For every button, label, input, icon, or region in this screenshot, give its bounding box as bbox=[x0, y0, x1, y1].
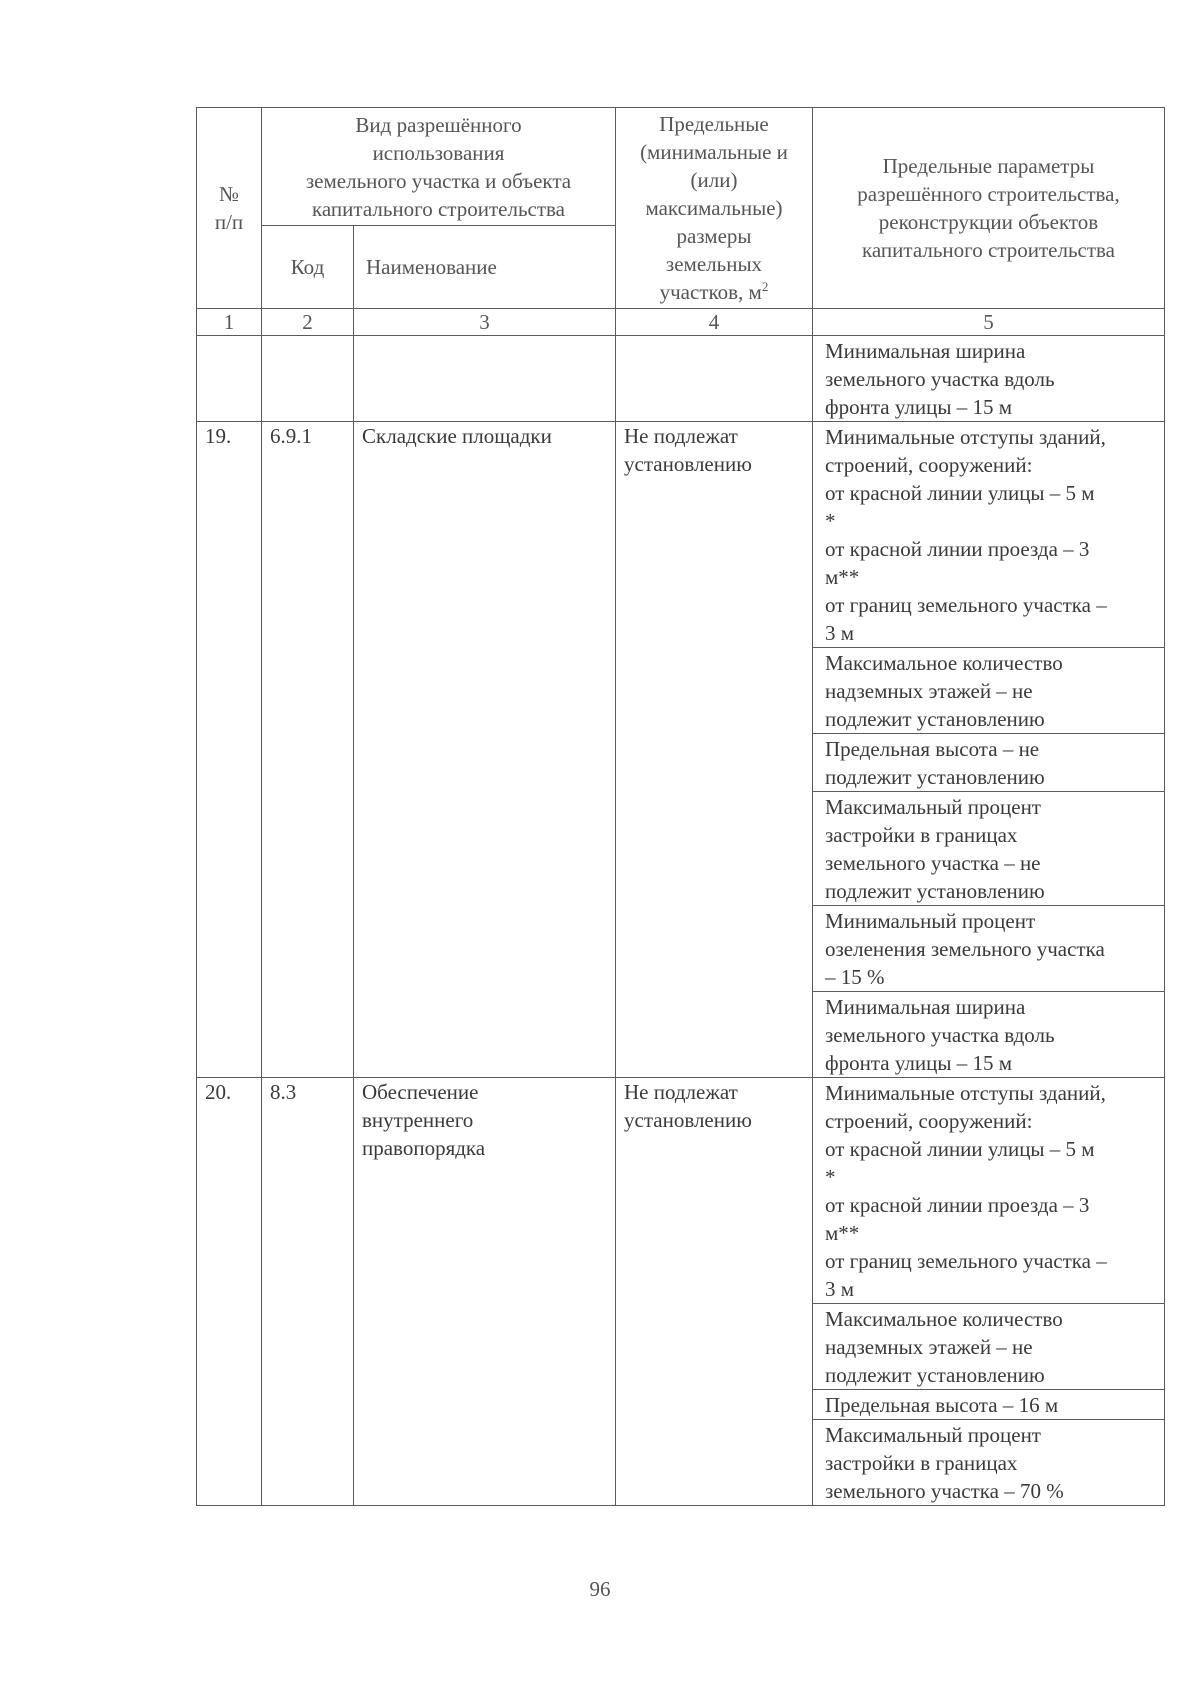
row-parameter-line: надземных этажей – не bbox=[825, 1335, 1033, 1359]
column-number: 3 bbox=[354, 309, 616, 336]
row-parameter bbox=[813, 648, 1165, 734]
row-plot-size bbox=[616, 422, 813, 1078]
row-parameter-line: от границ земельного участка – bbox=[825, 593, 1107, 617]
row-parameter-line: подлежит установлению bbox=[825, 879, 1045, 903]
header-code: Код bbox=[262, 226, 354, 309]
row-parameter-line: фронта улицы – 15 м bbox=[825, 1051, 1013, 1075]
header-name: Наименование bbox=[354, 226, 616, 309]
row-parameter bbox=[813, 1304, 1165, 1390]
table-row bbox=[197, 1078, 1165, 1304]
row-name bbox=[354, 336, 616, 422]
row-parameter-line: земельного участка вдоль bbox=[825, 367, 1055, 391]
row-number: 20. bbox=[197, 1078, 262, 1506]
header-construction-parameters-line: реконструкции объектов bbox=[878, 210, 1099, 234]
row-parameter bbox=[813, 734, 1165, 792]
row-parameter-line: * bbox=[825, 509, 836, 533]
row-parameter-line: Предельная высота – не bbox=[825, 737, 1040, 761]
row-parameter-line: – 15 % bbox=[825, 965, 885, 989]
row-parameter-line: земельного участка – 70 % bbox=[825, 1479, 1064, 1503]
header-construction-parameters-line: капитального строительства bbox=[862, 238, 1115, 262]
header-construction-parameters bbox=[813, 108, 1165, 309]
row-code bbox=[262, 336, 354, 422]
column-number: 5 bbox=[813, 309, 1165, 336]
row-parameter-line: от красной линии улицы – 5 м bbox=[825, 481, 1095, 505]
row-parameter-line: надземных этажей – не bbox=[825, 679, 1033, 703]
row-parameter-line: озеленения земельного участка bbox=[825, 937, 1105, 961]
header-plot-sizes-line: размеры bbox=[676, 224, 752, 248]
header-row-top bbox=[197, 108, 1165, 226]
row-parameter-line: 3 м bbox=[825, 1277, 855, 1301]
row-plot-size bbox=[616, 1078, 813, 1506]
row-parameter bbox=[813, 906, 1165, 992]
header-plot-sizes-line: (или) bbox=[690, 168, 738, 192]
row-parameter-line: фронта улицы – 15 м bbox=[825, 395, 1013, 419]
row-name-line: правопорядка bbox=[362, 1136, 486, 1160]
row-parameter bbox=[813, 1078, 1165, 1304]
header-number-line: № bbox=[218, 182, 240, 206]
column-number: 1 bbox=[197, 309, 262, 336]
row-parameter-line: Минимальная ширина bbox=[825, 339, 1026, 363]
table-row bbox=[197, 336, 1165, 422]
header-plot-sizes bbox=[616, 108, 813, 309]
row-number bbox=[197, 336, 262, 422]
zoning-regulations-table bbox=[196, 107, 1165, 1506]
row-parameter-line: * bbox=[825, 1165, 836, 1189]
row-plot-size-line: Не подлежат bbox=[624, 1080, 738, 1104]
header-plot-sizes-line: (минимальные и bbox=[640, 140, 788, 164]
row-name bbox=[354, 1078, 616, 1506]
row-name-line: внутреннего bbox=[362, 1108, 474, 1132]
row-parameter-line: застройки в границах bbox=[825, 1451, 1018, 1475]
row-parameter-line: Минимальная ширина bbox=[825, 995, 1026, 1019]
header-permitted-use bbox=[262, 108, 616, 226]
row-parameter-line: подлежит установлению bbox=[825, 707, 1045, 731]
header-plot-sizes-line: земельных bbox=[665, 252, 763, 276]
row-parameter bbox=[813, 1420, 1165, 1506]
row-parameter-line: Минимальный процент bbox=[825, 909, 1036, 933]
row-parameter bbox=[813, 992, 1165, 1078]
row-parameter-line: Предельная высота – 16 м bbox=[825, 1393, 1059, 1417]
header-permitted-use-line: земельного участка и объекта bbox=[305, 168, 572, 193]
row-parameter-line: земельного участка – не bbox=[825, 851, 1041, 875]
header-plot-sizes-line: максимальные) bbox=[645, 196, 783, 220]
header-plot-sizes-line: Предельные bbox=[659, 112, 769, 136]
header-number-line: п/п bbox=[214, 210, 244, 234]
header-permitted-use-line: капитального строительства bbox=[312, 196, 565, 221]
row-parameter-line: Максимальный процент bbox=[825, 1423, 1041, 1447]
row-number: 19. bbox=[197, 422, 262, 1078]
header-permitted-use-line: Вид разрешённого bbox=[355, 112, 522, 137]
column-number-row bbox=[197, 309, 1165, 336]
row-parameter bbox=[813, 336, 1165, 422]
header-construction-parameters-line: разрешённого строительства, bbox=[857, 182, 1120, 206]
row-parameter-line: от границ земельного участка – bbox=[825, 1249, 1107, 1273]
row-parameter-line: подлежит установлению bbox=[825, 765, 1045, 789]
row-parameter-line: подлежит установлению bbox=[825, 1363, 1045, 1387]
row-code: 8.3 bbox=[262, 1078, 354, 1506]
row-parameter-line: застройки в границах bbox=[825, 823, 1018, 847]
row-parameter-line: Максимальное количество bbox=[825, 651, 1063, 675]
row-parameter-line: от красной линии проезда – 3 bbox=[825, 1193, 1090, 1217]
row-parameter bbox=[813, 1390, 1165, 1420]
row-plot-size-line: Не подлежат bbox=[624, 424, 738, 448]
table-row bbox=[197, 422, 1165, 648]
header-permitted-use-line: использования bbox=[372, 140, 505, 165]
row-parameter-line: Максимальный процент bbox=[825, 795, 1041, 819]
row-plot-size-line: установлению bbox=[624, 452, 752, 476]
row-plot-size-line: установлению bbox=[624, 1108, 752, 1132]
row-parameter bbox=[813, 422, 1165, 648]
header-plot-sizes-line bbox=[620, 278, 808, 306]
row-parameter-line: от красной линии проезда – 3 bbox=[825, 537, 1090, 561]
page-number: 96 bbox=[589, 1577, 611, 1601]
column-number: 4 bbox=[616, 309, 813, 336]
row-parameter-line: Минимальные отступы зданий, bbox=[825, 425, 1106, 449]
row-parameter bbox=[813, 792, 1165, 906]
row-parameter-line: Минимальные отступы зданий, bbox=[825, 1081, 1106, 1105]
row-parameter-line: м** bbox=[825, 1221, 860, 1245]
row-parameter-line: от красной линии улицы – 5 м bbox=[825, 1137, 1095, 1161]
header-plot-sizes-unit: участков, м bbox=[659, 280, 762, 304]
row-name-line: Обеспечение bbox=[362, 1080, 479, 1104]
header-construction-parameters-line: Предельные параметры bbox=[882, 154, 1095, 178]
column-number: 2 bbox=[262, 309, 354, 336]
row-plot-size bbox=[616, 336, 813, 422]
row-parameter-line: земельного участка вдоль bbox=[825, 1023, 1055, 1047]
row-parameter-line: строений, сооружений: bbox=[825, 1109, 1033, 1133]
header-number bbox=[197, 108, 262, 309]
row-parameter-line: м** bbox=[825, 565, 860, 589]
row-parameter-line: строений, сооружений: bbox=[825, 453, 1033, 477]
row-parameter-line: Максимальное количество bbox=[825, 1307, 1063, 1331]
row-name bbox=[354, 422, 616, 1078]
row-name-line: Складские площадки bbox=[362, 424, 552, 448]
header-plot-sizes-superscript: 2 bbox=[761, 279, 769, 294]
row-code: 6.9.1 bbox=[262, 422, 354, 1078]
row-parameter-line: 3 м bbox=[825, 621, 855, 645]
